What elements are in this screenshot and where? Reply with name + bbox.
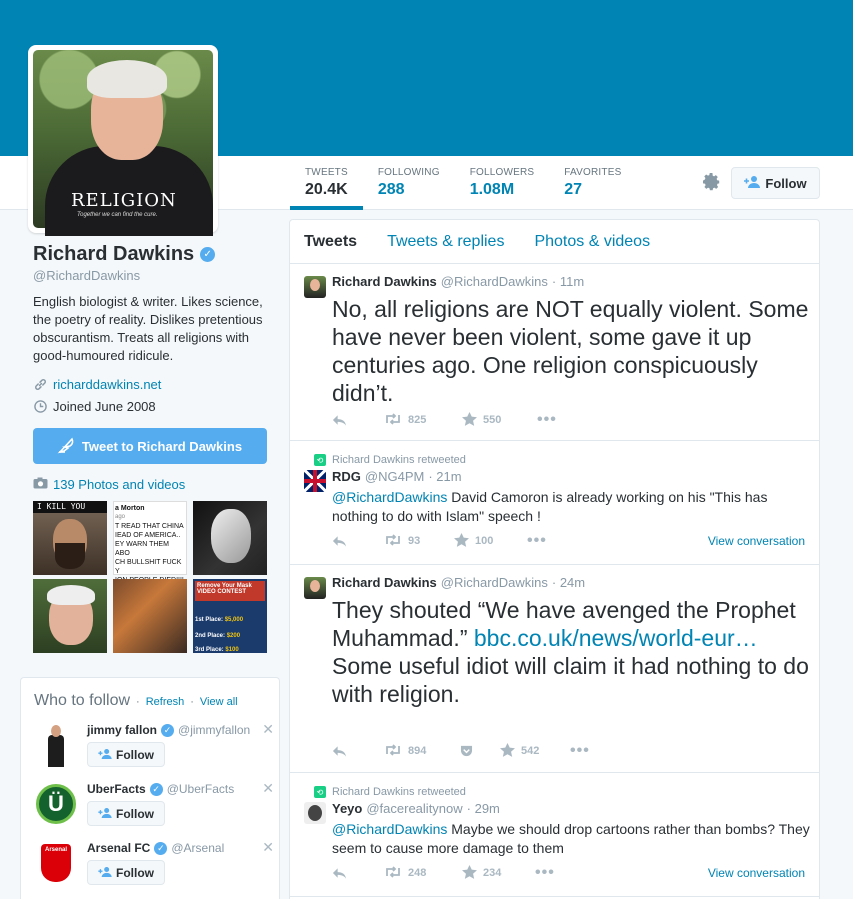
suggestion-name[interactable]: Arsenal FC — [87, 841, 151, 855]
star-icon — [454, 533, 469, 550]
separator: · — [190, 696, 194, 708]
suggestion-name[interactable]: UberFacts — [87, 782, 146, 796]
photos-videos-label: 139 Photos and videos — [53, 477, 186, 492]
view-conversation-link[interactable]: View conversation — [707, 866, 805, 880]
retweeted-by[interactable]: Richard Dawkins retweeted — [332, 454, 466, 466]
retweet-icon — [384, 866, 402, 881]
arsenal-crest: Arsenal — [41, 844, 71, 882]
more-icon[interactable]: ••• — [527, 532, 547, 549]
stat-tweets[interactable] — [290, 156, 363, 210]
tweet-author-name[interactable]: Richard Dawkins — [332, 274, 437, 289]
more-icon[interactable]: ••• — [537, 411, 557, 428]
follow-label: Follow — [116, 747, 154, 762]
stat-favorites[interactable] — [549, 156, 636, 210]
photos-videos-link[interactable] — [33, 477, 185, 492]
more-icon[interactable]: ••• — [570, 742, 590, 759]
tweet-text: No, all religions are NOT equally violent. Some have never been violent, some gave it up centuries ago. One religion conspicuously didn’t. — [332, 296, 809, 406]
profile-bio: English biologist & writer. Likes science, the poetry of reality. Dislikes pretentious obscurantism. Treats all religions with good-humoured ridicule. — [33, 294, 263, 363]
tweet[interactable] — [290, 441, 819, 565]
follow-button-label: Follow — [765, 175, 807, 191]
favorite-button[interactable] — [462, 412, 537, 428]
tweet-body: They shouted “We have avenged the Prophet Muhammad.” — [332, 597, 796, 651]
suggestion-avatar[interactable] — [34, 841, 78, 885]
tweet-avatar[interactable] — [304, 470, 326, 492]
photo-grid — [33, 501, 267, 653]
tweet-text — [332, 488, 812, 526]
tweet-body: David Camoron is already working on his "This has nothing to do with Islam" speech ! — [332, 489, 768, 524]
profile-website-link[interactable]: richarddawkins.net — [53, 377, 162, 392]
stat-value: 27 — [564, 181, 583, 198]
tweet-text — [332, 596, 812, 708]
verified-badge-icon: ✓ — [161, 724, 174, 737]
tweet-avatar[interactable] — [304, 802, 326, 824]
refresh-link[interactable]: Refresh — [145, 696, 185, 708]
thumbnail-prize-label: 3rd Place: — [195, 647, 224, 653]
suggestion-item — [34, 841, 274, 891]
avatar-shirt-subtext: Together we can find the cure. — [77, 212, 158, 218]
retweeted-icon: ⟲ — [314, 454, 326, 466]
retweet-button[interactable] — [384, 412, 462, 428]
follow-person-icon — [744, 176, 760, 191]
view-conversation-link[interactable]: View conversation — [707, 534, 805, 548]
thumbnail-prize-value: $100 — [225, 647, 239, 653]
tweet-author-handle[interactable]: @facerealitynow — [366, 801, 463, 816]
tweet-mention[interactable]: @RichardDawkins — [332, 489, 448, 505]
retweet-button[interactable] — [384, 533, 454, 549]
retweet-button[interactable] — [384, 743, 460, 759]
stat-value: 288 — [377, 181, 405, 198]
retweet-count: 894 — [408, 745, 427, 757]
thumbnail-prize-label: 1st Place: — [195, 617, 224, 623]
photo-thumbnail[interactable] — [113, 501, 187, 575]
thumbnail-prize-value: $5,000 — [224, 617, 244, 623]
tweet-timestamp[interactable]: · 11m — [551, 274, 585, 289]
reply-icon[interactable] — [332, 865, 384, 881]
profile-card — [33, 243, 273, 464]
dismiss-icon[interactable]: ✕ — [262, 780, 274, 796]
favorite-count: 100 — [475, 535, 494, 547]
suggestion-follow-button[interactable] — [87, 860, 165, 885]
favorite-count: 542 — [521, 745, 540, 757]
suggestion-handle[interactable]: @jimmyfallon — [178, 723, 251, 737]
stat-label: FOLLOWERS — [469, 167, 535, 178]
star-icon — [462, 412, 477, 429]
tweet-body: Maybe we should drop cartoons rather than bombs? They seem to cause more damage to them — [332, 821, 810, 856]
retweet-count: 248 — [408, 867, 427, 879]
favorite-count: 234 — [483, 867, 502, 879]
who-to-follow-module — [20, 677, 280, 899]
retweet-count: 93 — [408, 535, 421, 547]
suggestion-item — [34, 723, 274, 773]
thumbnail-prize-label: 2nd Place: — [195, 633, 226, 639]
photo-thumbnail[interactable] — [193, 501, 267, 575]
quill-icon — [58, 437, 76, 456]
star-icon — [462, 865, 477, 882]
tweet-text — [332, 820, 812, 858]
who-to-follow-title: Who to follow — [34, 692, 131, 709]
tweet-author-handle[interactable]: @RichardDawkins — [440, 274, 548, 289]
stat-followers[interactable] — [455, 156, 550, 210]
suggestion-handle[interactable]: @UberFacts — [166, 782, 235, 796]
reply-icon[interactable] — [332, 743, 384, 759]
thumbnail-name: a Morton — [115, 505, 145, 512]
thumbnail-header: Remove Your Mask VIDEO CONTEST — [195, 581, 265, 601]
link-icon — [33, 378, 47, 392]
tweet-author-name[interactable]: RDG — [332, 469, 361, 484]
dismiss-icon[interactable]: ✕ — [262, 721, 274, 737]
photo-thumbnail[interactable] — [33, 501, 107, 575]
star-icon — [500, 743, 515, 760]
retweet-icon — [384, 534, 402, 549]
suggestion-name[interactable]: jimmy fallon — [87, 723, 158, 737]
thumbnail-text-line: EY WARN THEM ABO — [115, 541, 169, 557]
tweet[interactable] — [290, 565, 819, 773]
tweet-author-handle[interactable]: @NG4PM — [364, 469, 425, 484]
suggestion-follow-button[interactable] — [87, 801, 165, 826]
timeline-tabs — [290, 220, 819, 264]
view-all-link[interactable]: View all — [199, 696, 238, 708]
thumbnail-time: ago — [115, 514, 126, 520]
stat-label: FOLLOWING — [377, 167, 440, 178]
pocket-icon[interactable] — [460, 743, 500, 759]
tweet-body: Some useful idiot will claim it had nothing to do with religion. — [332, 653, 809, 707]
timeline — [289, 219, 820, 899]
profile-handle[interactable]: @RichardDawkins — [33, 268, 141, 283]
photo-thumbnail[interactable] — [113, 579, 187, 653]
tweet-mention[interactable]: @RichardDawkins — [332, 821, 448, 837]
suggestion-avatar[interactable] — [34, 723, 78, 767]
verified-badge-icon[interactable]: ✓ — [200, 247, 215, 262]
follow-button[interactable] — [731, 167, 820, 199]
profile-name[interactable]: Richard Dawkins — [33, 243, 195, 265]
tweet-avatar[interactable] — [304, 577, 326, 599]
tweet-avatar[interactable] — [304, 276, 326, 298]
suggestion-avatar[interactable] — [34, 782, 78, 826]
camera-icon — [33, 477, 48, 492]
stat-label: FAVORITES — [564, 167, 622, 178]
tab-tweets-replies[interactable]: Tweets & replies — [387, 232, 505, 250]
gear-icon[interactable] — [700, 170, 724, 194]
thumbnail-text-line: T READ THAT CHINA — [115, 523, 184, 530]
favorite-button[interactable] — [500, 743, 570, 759]
uberfacts-logo: Ü — [36, 784, 76, 824]
profile-avatar[interactable] — [28, 45, 218, 233]
verified-badge-icon: ✓ — [150, 783, 163, 796]
retweet-button[interactable] — [384, 865, 462, 881]
tweet[interactable] — [290, 264, 819, 441]
tab-tweets[interactable]: Tweets — [304, 232, 358, 250]
favorite-button[interactable] — [454, 533, 527, 549]
favorite-button[interactable] — [462, 865, 535, 881]
stat-following[interactable] — [363, 156, 455, 210]
tweet-to-label: Tweet to Richard Dawkins — [81, 438, 243, 454]
follow-label: Follow — [116, 806, 154, 821]
follow-person-icon — [98, 866, 112, 880]
verified-badge-icon: ✓ — [154, 842, 167, 855]
avatar-image — [33, 50, 213, 228]
photo-thumbnail[interactable] — [193, 579, 267, 653]
thumbnail-prize-value: $200 — [226, 633, 241, 639]
stat-label: TWEETS — [305, 167, 348, 178]
tweet-author-name[interactable]: Yeyo — [332, 801, 363, 816]
tweet-timestamp[interactable]: · 24m — [551, 575, 586, 590]
retweeted-icon: ⟲ — [314, 786, 326, 798]
retweeted-by[interactable]: Richard Dawkins retweeted — [332, 786, 466, 798]
follow-label: Follow — [116, 865, 154, 880]
retweet-count: 825 — [408, 414, 427, 426]
dismiss-icon[interactable]: ✕ — [262, 839, 274, 855]
suggestion-item — [34, 782, 274, 832]
retweet-icon — [384, 413, 402, 428]
tweet-to-button[interactable] — [33, 428, 267, 464]
thumbnail-caption: I KILL YOU — [33, 501, 107, 513]
tweet-link[interactable]: bbc.co.uk/news/world-eur… — [473, 625, 758, 651]
tab-photos-videos[interactable]: Photos & videos — [534, 232, 651, 250]
calendar-clock-icon — [33, 400, 47, 414]
favorite-count: 550 — [483, 414, 502, 426]
suggestion-follow-button[interactable] — [87, 742, 165, 767]
stat-value: 20.4K — [305, 181, 348, 198]
reply-icon[interactable] — [332, 412, 384, 428]
follow-person-icon — [98, 748, 112, 762]
reply-icon[interactable] — [332, 533, 384, 549]
tweet-timestamp[interactable]: · 29m — [466, 801, 500, 816]
separator: · — [136, 696, 140, 708]
tweet-author-handle[interactable]: @RichardDawkins — [440, 575, 548, 590]
thumbnail-text-line: CH BULLSHIT FUCK Y — [115, 559, 182, 575]
thumbnail-text-line: IEAD OF AMERICA.. — [115, 532, 181, 539]
tweet-author-name[interactable]: Richard Dawkins — [332, 575, 437, 590]
tweet-timestamp[interactable]: · 21m — [428, 469, 462, 484]
avatar-shirt-text: RELIGION — [71, 190, 177, 211]
retweet-icon — [384, 744, 402, 759]
stat-value: 1.08M — [469, 181, 515, 198]
suggestion-handle[interactable]: @Arsenal — [171, 841, 225, 855]
tweet[interactable] — [290, 773, 819, 897]
profile-stats — [290, 156, 636, 210]
more-icon[interactable]: ••• — [535, 864, 555, 881]
profile-joined-date: Joined June 2008 — [53, 399, 156, 414]
photo-thumbnail[interactable] — [33, 579, 107, 653]
follow-person-icon — [98, 807, 112, 821]
